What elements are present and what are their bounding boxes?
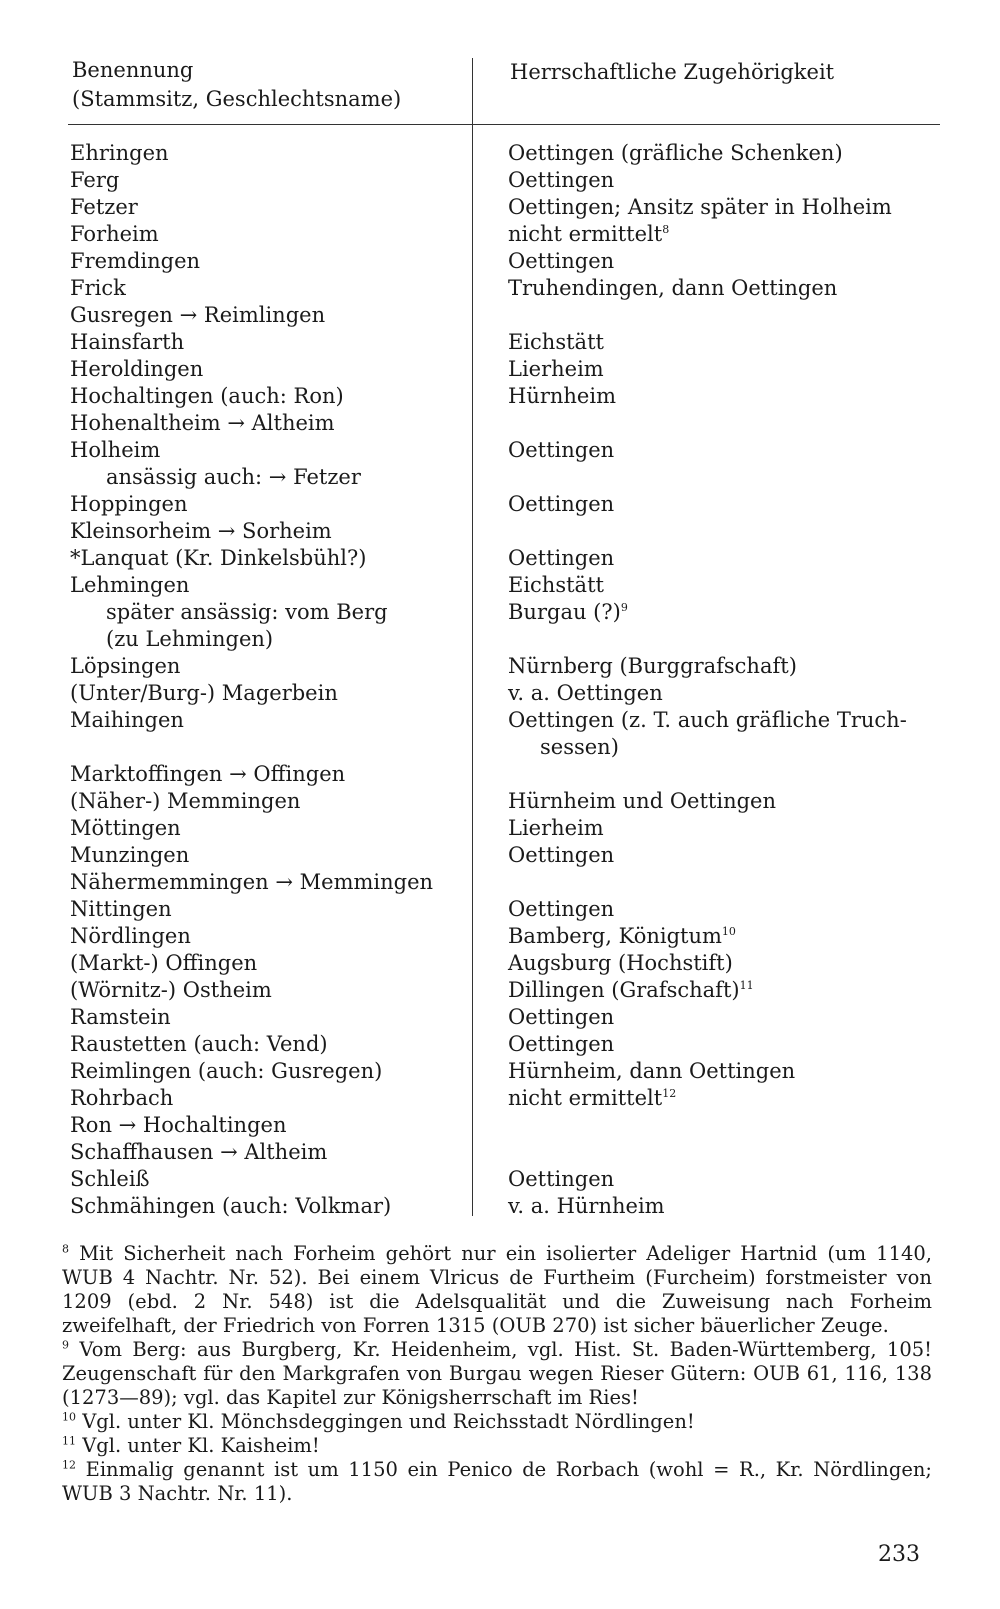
name-row: Löpsingen xyxy=(70,654,181,678)
name-row: ansässig auch: → Fetzer xyxy=(106,465,361,489)
affiliation-row xyxy=(508,248,948,275)
affiliation-row xyxy=(508,626,948,653)
name-row: Frick xyxy=(70,276,126,300)
name-row: Fetzer xyxy=(70,195,138,219)
footnote-text: Vom Berg: aus Burgberg, Kr. Heidenheim, vgl. Hist. St. Baden-Württemberg, 105! Zeugenschaft für den Markgrafen von Burgau wegen Rieser Gütern: OUB 61, 116, 138 (1273—89); vgl. das Kapitel zur Königsherrschaft im Ries! xyxy=(62,1338,932,1409)
name-row: Kleinsorheim → Sorheim xyxy=(70,519,332,543)
name-row: Holheim xyxy=(70,438,161,462)
header-rule xyxy=(68,124,940,125)
affiliation-text: Oettingen xyxy=(508,1005,615,1029)
affiliation-row xyxy=(508,923,948,950)
affiliation-text: Oettingen xyxy=(508,249,615,273)
affiliation-row xyxy=(508,410,948,437)
name-row: Reimlingen (auch: Gusregen) xyxy=(70,1059,383,1083)
affiliation-row xyxy=(508,545,948,572)
footnote-text: Mit Sicherheit nach Forheim gehört nur ein isolierter Adeliger Hartnid (um 1140, WUB 4 Nachtr. Nr. 52). Bei einem Vlricus de Furtheim (Furcheim) forstmeister von 1209 (ebd. 2 Nr. 548) ist die Adelsqualität und die Zuweisung nach Forheim zweifelhaft, der Friedrich von Forren 1315 (OUB 270) ist sicher bäuerlicher Zeuge. xyxy=(62,1242,932,1337)
column-header-right: Herrschaftliche Zugehörigkeit xyxy=(510,60,835,84)
name-row: Hainsfarth xyxy=(70,330,185,354)
affiliation-row xyxy=(508,977,948,1004)
affiliation-row xyxy=(508,815,948,842)
affiliation-text: Oettingen xyxy=(508,546,615,570)
name-row: Schaffhausen → Altheim xyxy=(70,1140,328,1164)
affiliation-row xyxy=(508,140,948,167)
footnote-marker: 10 xyxy=(721,925,736,938)
name-row: *Lanquat (Kr. Dinkelsbühl?) xyxy=(70,546,367,570)
name-row: Ferg xyxy=(70,168,120,192)
affiliation-row xyxy=(508,788,948,815)
name-row: Fremdingen xyxy=(70,249,201,273)
name-row: Schleiß xyxy=(70,1167,150,1191)
affiliation-row xyxy=(508,356,948,383)
affiliation-row xyxy=(508,383,948,410)
affiliation-row xyxy=(508,599,948,626)
affiliation-row xyxy=(508,1112,948,1139)
name-row: Ramstein xyxy=(70,1005,171,1029)
name-row: Nähermemmingen → Memmingen xyxy=(70,870,434,894)
affiliation-row xyxy=(508,1004,948,1031)
affiliation-text: Oettingen xyxy=(508,168,615,192)
footnote-marker: 12 xyxy=(662,1087,677,1100)
names-column xyxy=(70,140,470,1220)
affiliation-text: Hürnheim xyxy=(508,384,616,408)
footnote-number: 8 xyxy=(62,1242,69,1256)
header-stammsitz: (Stammsitz, Geschlechtsname) xyxy=(72,87,402,111)
affiliation-text: Oettingen xyxy=(508,438,615,462)
name-row: Lehmingen xyxy=(70,573,190,597)
affiliation-row xyxy=(508,518,948,545)
affiliation-text: Oettingen xyxy=(508,492,615,516)
footnote-text: Vgl. unter Kl. Mönchsdeggingen und Reichsstadt Nördlingen! xyxy=(82,1410,695,1433)
name-row: (zu Lehmingen) xyxy=(106,627,274,651)
name-row: Ehringen xyxy=(70,141,169,165)
affiliation-text: Burgau (?) xyxy=(508,600,621,624)
affiliation-row xyxy=(508,761,948,788)
footnote-marker: 11 xyxy=(739,979,754,992)
footnote xyxy=(62,1434,932,1458)
affiliation-text: Dillingen (Grafschaft) xyxy=(508,978,740,1002)
affiliation-text: Oettingen (z. T. auch gräfliche Truch- xyxy=(508,708,907,732)
column-header-left xyxy=(72,56,401,114)
affiliation-text: Lierheim xyxy=(508,816,604,840)
footnote-text: Einmalig genannt ist um 1150 ein Penico de Rorbach (wohl = R., Kr. Nördlingen; WUB 3 Nachtr. Nr. 11). xyxy=(62,1458,932,1505)
affiliation-text: Hürnheim, dann Oettingen xyxy=(508,1059,796,1083)
affiliation-row xyxy=(508,734,948,761)
affiliation-row xyxy=(508,653,948,680)
name-row: Schmähingen (auch: Volkmar) xyxy=(70,1194,392,1218)
footnote-number: 10 xyxy=(62,1410,76,1424)
affiliation-text: Eichstätt xyxy=(508,330,604,354)
footnote-marker: 9 xyxy=(620,601,628,614)
affiliation-row xyxy=(508,194,948,221)
footnote-text: Vgl. unter Kl. Kaisheim! xyxy=(82,1434,320,1457)
affiliation-row xyxy=(508,1166,948,1193)
affiliation-text: Augsburg (Hochstift) xyxy=(508,951,733,975)
affiliation-row xyxy=(508,437,948,464)
affiliation-row xyxy=(508,167,948,194)
affiliation-row xyxy=(508,275,948,302)
affiliation-row xyxy=(508,680,948,707)
name-row: Hochaltingen (auch: Ron) xyxy=(70,384,344,408)
affiliation-text: Nürnberg (Burggrafschaft) xyxy=(508,654,797,678)
name-row: Möttingen xyxy=(70,816,181,840)
column-divider xyxy=(472,58,473,1216)
footnote-number: 9 xyxy=(62,1338,69,1352)
footnote xyxy=(62,1242,932,1338)
name-row: Gusregen → Reimlingen xyxy=(70,303,326,327)
affiliation-row xyxy=(508,464,948,491)
name-row: Heroldingen xyxy=(70,357,204,381)
affiliation-text: Truhendingen, dann Oettingen xyxy=(508,276,838,300)
affiliation-row xyxy=(508,221,948,248)
affiliation-row xyxy=(508,329,948,356)
footnote xyxy=(62,1338,932,1410)
affiliation-text: Oettingen xyxy=(508,897,615,921)
affiliation-text: Oettingen (gräfliche Schenken) xyxy=(508,141,843,165)
footnote-number: 11 xyxy=(62,1434,76,1448)
name-row: Marktoffingen → Offingen xyxy=(70,762,346,786)
name-row: (Wörnitz-) Ostheim xyxy=(70,978,272,1002)
affiliation-row xyxy=(508,491,948,518)
affiliation-text: Oettingen xyxy=(508,1167,615,1191)
affiliation-text: v. a. Hürnheim xyxy=(508,1194,665,1218)
name-row: Raustetten (auch: Vend) xyxy=(70,1032,328,1056)
footnotes xyxy=(62,1242,932,1506)
name-row: Nittingen xyxy=(70,897,172,921)
name-row: Hoppingen xyxy=(70,492,188,516)
affiliation-row xyxy=(508,1193,948,1220)
affiliation-text: Oettingen xyxy=(508,1032,615,1056)
affiliation-text: nicht ermittelt xyxy=(508,222,663,246)
name-row: später ansässig: vom Berg xyxy=(106,600,388,624)
name-row: Munzingen xyxy=(70,843,190,867)
footnote-marker: 8 xyxy=(662,223,670,236)
affiliation-text: Oettingen; Ansitz später in Holheim xyxy=(508,195,892,219)
name-row: (Markt-) Offingen xyxy=(70,951,258,975)
affiliation-column xyxy=(508,140,948,1220)
footnote-number: 12 xyxy=(62,1458,76,1472)
page-number: 233 xyxy=(878,1542,920,1567)
affiliation-text: Hürnheim und Oettingen xyxy=(508,789,776,813)
name-row: Ron → Hochaltingen xyxy=(70,1113,287,1137)
affiliation-row xyxy=(508,842,948,869)
affiliation-row xyxy=(508,707,948,734)
affiliation-text: v. a. Oettingen xyxy=(508,681,663,705)
affiliation-row xyxy=(508,869,948,896)
affiliation-row xyxy=(508,950,948,977)
affiliation-text: sessen) xyxy=(540,735,619,759)
affiliation-row xyxy=(508,1031,948,1058)
affiliation-row xyxy=(508,572,948,599)
affiliation-text: Eichstätt xyxy=(508,573,604,597)
name-row: Hohenaltheim → Altheim xyxy=(70,411,335,435)
affiliation-row xyxy=(508,1058,948,1085)
affiliation-row xyxy=(508,896,948,923)
name-row: Maihingen xyxy=(70,708,184,732)
footnote xyxy=(62,1458,932,1506)
affiliation-row xyxy=(508,302,948,329)
name-row: Nördlingen xyxy=(70,924,191,948)
affiliation-text: Bamberg, Königtum xyxy=(508,924,722,948)
name-row: Rohrbach xyxy=(70,1086,174,1110)
affiliation-row xyxy=(508,1085,948,1112)
name-row: Forheim xyxy=(70,222,159,246)
affiliation-text: Lierheim xyxy=(508,357,604,381)
affiliation-row xyxy=(508,1139,948,1166)
name-row xyxy=(70,734,470,761)
affiliation-text: Oettingen xyxy=(508,843,615,867)
name-row: (Näher-) Memmingen xyxy=(70,789,301,813)
affiliation-text: nicht ermittelt xyxy=(508,1086,663,1110)
name-row: (Unter/Burg-) Magerbein xyxy=(70,681,338,705)
header-benennung: Benennung xyxy=(72,58,194,82)
footnote xyxy=(62,1410,932,1434)
